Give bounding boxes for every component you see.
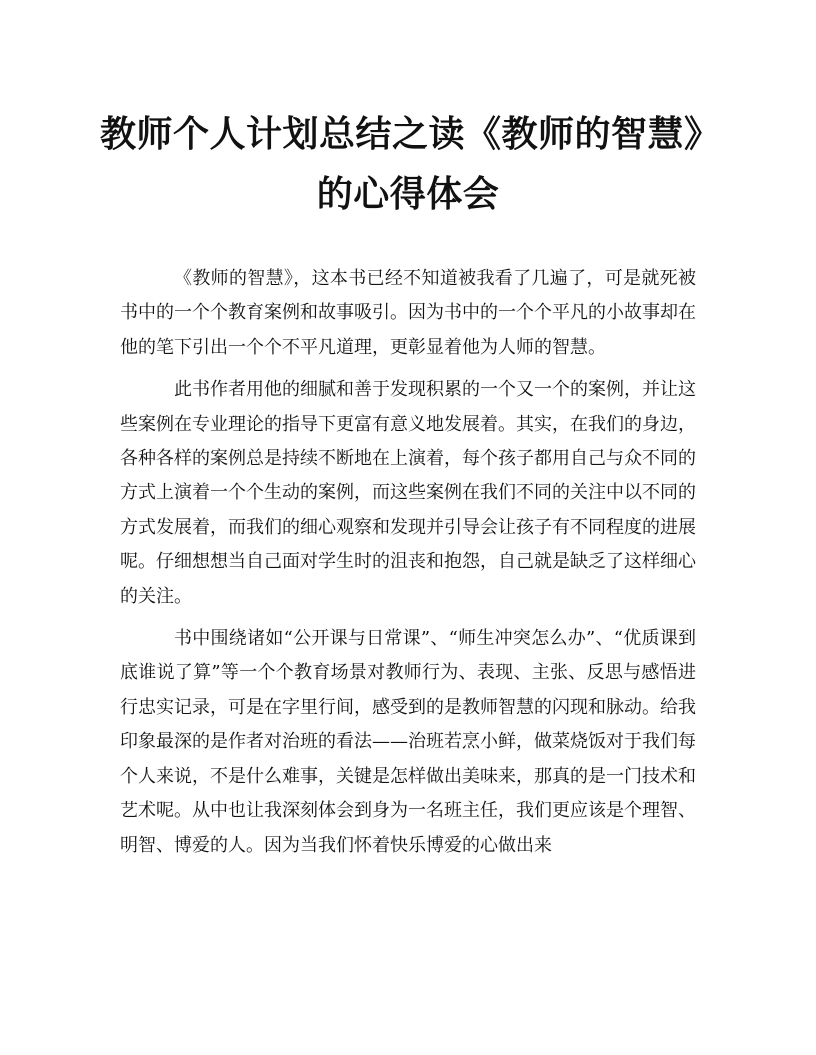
title-line-1: 教师个人计划总结之读《教师的智慧》 xyxy=(100,113,721,155)
title-line-2: 的心得体会 xyxy=(316,173,500,215)
paragraph-1: 《教师的智慧》，这本书已经不知道被我看了几遍了，可是就死被书中的一个个教育案例和故事吸引。因为书中的一个个平凡的小故事却在他的笔下引出一个个不平凡道理，更彰显着他为人师的智慧。 xyxy=(120,268,696,358)
document-body xyxy=(120,262,696,871)
document-title xyxy=(100,104,721,224)
paragraph-2: 此书作者用他的细腻和善于发现积累的一个又一个的案例，并让这些案例在专业理论的指导下更富有意义地发展着。其实，在我们的身边，各种各样的案例总是持续不断地在上演着，每个孩子都用自己与众不同的方式上演着一个个生动的案例，而这些案例在我们不同的关注中以不同的方式发展着，而我们的细心观察和发现并引导会让孩子有不同程度的进展呢。仔细想想当自己面对学生时的沮丧和抱怨，自己就是缺乏了这样细心的关注。 xyxy=(120,379,696,607)
paragraph-3: 书中围绕诸如“公开课与日常课”、“师生冲突怎么办”、“优质课到底谁说了算”等一个个教育场景对教师行为、表现、主张、反思与感悟进行忠实记录，可是在字里行间，感受到的是教师智慧的闪现和脉动。给我印象最深的是作者对治班的看法——治班若烹小鲜，做菜烧饭对于我们每个人来说，不是什么难事，关键是怎样做出美味来，那真的是一门技术和艺术呢。从中也让我深刻体会到身为一名班主任，我们更应该是个理智、明智、博爱的人。因为当我们怀着快乐博爱的心做出来 xyxy=(120,628,696,856)
